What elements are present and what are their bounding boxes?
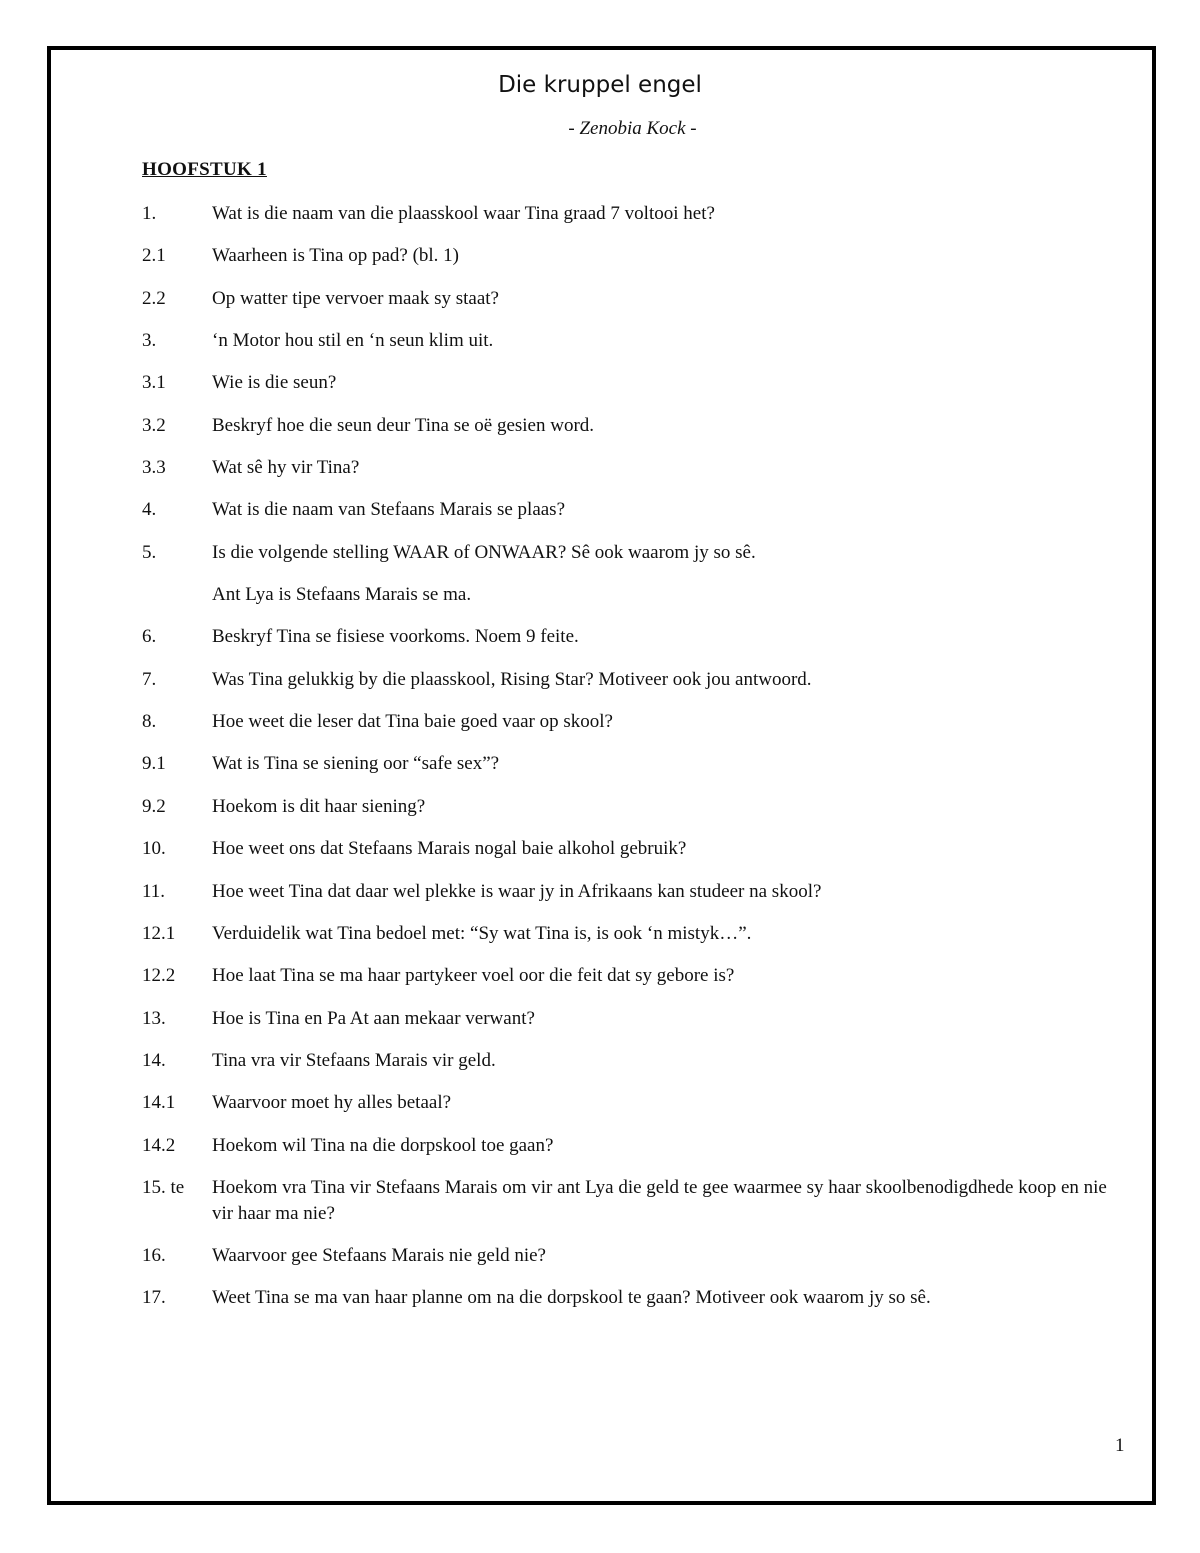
question-number: 14. <box>142 1049 166 1071</box>
question-item <box>142 1284 1132 1326</box>
question-number: 9.2 <box>142 795 166 817</box>
question-number: 8. <box>142 711 157 733</box>
question-item <box>142 1089 1132 1131</box>
question-number: 3. <box>142 330 157 352</box>
question-number: 4. <box>142 499 157 521</box>
question-item <box>142 835 1132 877</box>
question-item <box>142 1047 1132 1089</box>
question-number: 13. <box>142 1007 166 1029</box>
question-text: ‘n Motor hou stil en ‘n seun klim uit. <box>212 330 494 352</box>
question-item <box>142 200 1132 242</box>
question-text: Hoe weet ons dat Stefaans Marais nogal baie alkohol gebruik? <box>212 838 687 860</box>
question-list <box>142 200 1132 1327</box>
question-number: 14.2 <box>142 1134 176 1156</box>
question-item <box>142 1242 1132 1284</box>
document-title: Die kruppel engel <box>498 72 702 98</box>
question-number: 14.1 <box>142 1092 176 1114</box>
question-text: Hoe laat Tina se ma haar partykeer voel oor die feit dat sy gebore is? <box>212 965 735 987</box>
question-number: 9.1 <box>142 753 166 775</box>
question-text: Verduidelik wat Tina bedoel met: “Sy wat Tina is, is ook ‘n mistyk…”. <box>212 922 752 944</box>
question-item <box>142 242 1132 284</box>
question-number: 3.2 <box>142 414 166 436</box>
page-number: 1 <box>1115 1435 1125 1456</box>
chapter-heading: HOOFSTUK 1 <box>142 159 267 180</box>
question-number: 12.2 <box>142 965 176 987</box>
question-text: Weet Tina se ma van haar planne om na die dorpskool te gaan? Motiveer ook waarom jy so sê. <box>212 1287 931 1309</box>
question-item <box>142 496 1132 538</box>
question-text: Is die volgende stelling WAAR of ONWAAR? Sê ook waarom jy so sê. <box>212 541 756 563</box>
question-number: 15. te <box>142 1176 185 1198</box>
question-text: Wie is die seun? <box>212 372 337 394</box>
question-item <box>142 878 1132 920</box>
question-item <box>142 623 1132 665</box>
question-text: Ant Lya is Stefaans Marais se ma. <box>212 584 472 606</box>
question-item <box>142 1174 1132 1242</box>
question-number: 3.3 <box>142 457 166 479</box>
question-item <box>142 539 1132 581</box>
question-item <box>142 920 1132 962</box>
question-text: Wat sê hy vir Tina? <box>212 457 360 479</box>
question-item <box>142 793 1132 835</box>
question-statement <box>142 581 1132 623</box>
question-text: Waarvoor gee Stefaans Marais nie geld nie? <box>212 1244 546 1266</box>
question-item <box>142 1005 1132 1047</box>
question-item <box>142 1132 1132 1174</box>
question-number: 7. <box>142 668 157 690</box>
question-item <box>142 412 1132 454</box>
question-number: 5. <box>142 541 157 563</box>
question-number: 17. <box>142 1287 166 1309</box>
question-number <box>142 582 212 623</box>
question-item <box>142 454 1132 496</box>
question-number: 6. <box>142 626 157 648</box>
question-text: Hoekom wil Tina na die dorpskool toe gaan? <box>212 1134 554 1156</box>
question-text: Hoekom is dit haar siening? <box>212 795 426 817</box>
question-text: Op watter tipe vervoer maak sy staat? <box>212 287 499 309</box>
question-text: Wat is die naam van Stefaans Marais se plaas? <box>212 499 566 521</box>
question-text: Wat is Tina se siening oor “safe sex”? <box>212 753 500 775</box>
question-text: Hoe is Tina en Pa At aan mekaar verwant? <box>212 1007 535 1029</box>
question-text: Beskryf hoe die seun deur Tina se oë gesien word. <box>212 414 595 436</box>
question-number: 10. <box>142 838 166 860</box>
question-item <box>142 750 1132 792</box>
question-text: Hoe weet die leser dat Tina baie goed vaar op skool? <box>212 711 613 733</box>
question-text: Beskryf Tina se fisiese voorkoms. Noem 9 feite. <box>212 626 579 648</box>
question-number: 1. <box>142 203 157 224</box>
question-text: Waarheen is Tina op pad? (bl. 1) <box>212 245 459 267</box>
question-item <box>142 962 1132 1004</box>
author-line: - Zenobia Kock - <box>568 118 697 139</box>
question-item <box>142 327 1132 369</box>
question-number: 11. <box>142 880 166 902</box>
question-text: Hoe weet Tina dat daar wel plekke is waar jy in Afrikaans kan studeer na skool? <box>212 880 822 902</box>
question-item <box>142 369 1132 411</box>
question-text: Tina vra vir Stefaans Marais vir geld. <box>212 1049 496 1071</box>
question-text: Wat is die naam van die plaasskool waar Tina graad 7 voltooi het? <box>212 203 715 224</box>
question-item <box>142 708 1132 750</box>
question-number: 3.1 <box>142 372 166 394</box>
question-number: 16. <box>142 1244 166 1266</box>
question-text: Hoekom vra Tina vir Stefaans Marais om vir ant Lya die geld te gee waarmee sy haar skoolbenodigdhede koop en nie vir haar ma nie? <box>212 1176 1107 1224</box>
question-item <box>142 666 1132 708</box>
question-text: Was Tina gelukkig by die plaasskool, Rising Star? Motiveer ook jou antwoord. <box>212 668 812 690</box>
question-number: 2.2 <box>142 287 166 309</box>
question-text: Waarvoor moet hy alles betaal? <box>212 1092 452 1114</box>
question-number: 2.1 <box>142 245 166 267</box>
question-number: 12.1 <box>142 922 176 944</box>
question-item <box>142 285 1132 327</box>
